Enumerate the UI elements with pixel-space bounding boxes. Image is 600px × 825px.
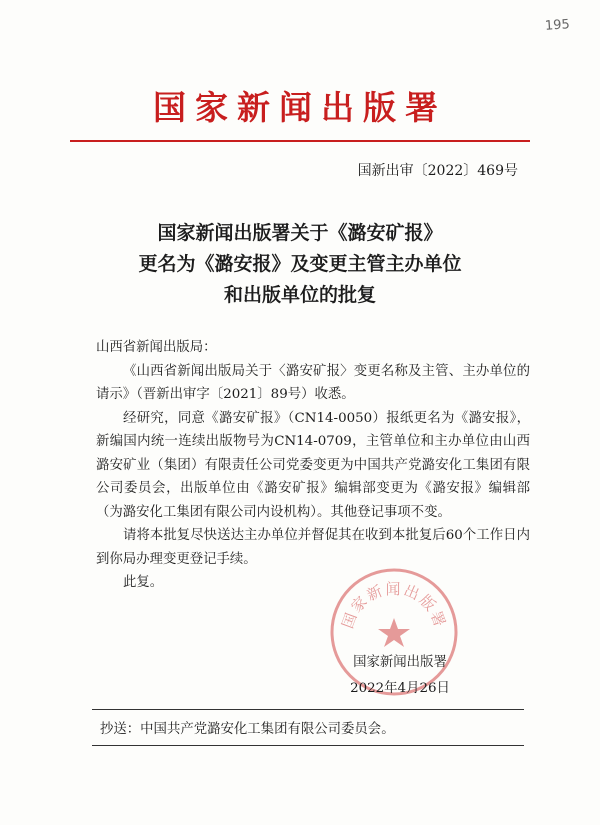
signature-block	[320, 650, 480, 702]
title-line-2: 更名为《潞安报》及变更主管主办单位	[138, 253, 462, 275]
body-paragraph-2: 经研究，同意《潞安矿报》（CN14-0050）报纸更名为《潞安报》，新编国内统一连续出版物号为CN14-0709，主管单位和主办单位由山西潞安矿业（集团）有限责任公司党委变更为中国共产党潞安化工集团有限公司委员会，出版单位由《潞安矿报》编辑部变更为《潞安报》编辑部（为潞安化工集团有限公司内设机构）。其他登记事项不变。	[96, 410, 530, 520]
handwritten-page-number: 195	[544, 17, 571, 34]
cc-line	[100, 718, 395, 737]
issuer-name: 国家新闻出版署	[353, 655, 447, 670]
body-paragraph-closing: 此复。	[123, 575, 164, 590]
title-line-3: 和出版单位的批复	[223, 284, 376, 306]
body-paragraph-1: 《山西省新闻出版局关于〈潞安矿报〉变更名称及主管、主办单位的请示》（晋新出审字〔2021〕89号）收悉。	[96, 363, 530, 402]
seal-star	[378, 618, 410, 647]
document-number: 国新出审〔2022〕469号	[357, 163, 518, 179]
body-paragraph-3: 请将本批复尽快送达主办单位并督促其在收到本批复后60个工作日内到你局办理变更登记手续。	[96, 528, 530, 567]
cc-label: 抄送：	[100, 722, 141, 737]
document-title	[0, 218, 600, 311]
addressee: 山西省新闻出版局：	[96, 340, 217, 355]
document-body	[96, 336, 530, 595]
masthead-red-rule	[70, 140, 530, 142]
agency-masthead: 国家新闻出版署	[153, 88, 447, 127]
cc-recipients: 中国共产党潞安化工集团有限公司委员会。	[140, 722, 395, 737]
cc-bottom-rule	[92, 745, 524, 746]
seal-text: 国家新闻出版署	[338, 580, 450, 631]
title-line-1: 国家新闻出版署关于《潞安矿报》	[157, 222, 443, 244]
cc-top-rule	[92, 709, 524, 710]
issue-date: 2022年4月26日	[350, 681, 450, 696]
